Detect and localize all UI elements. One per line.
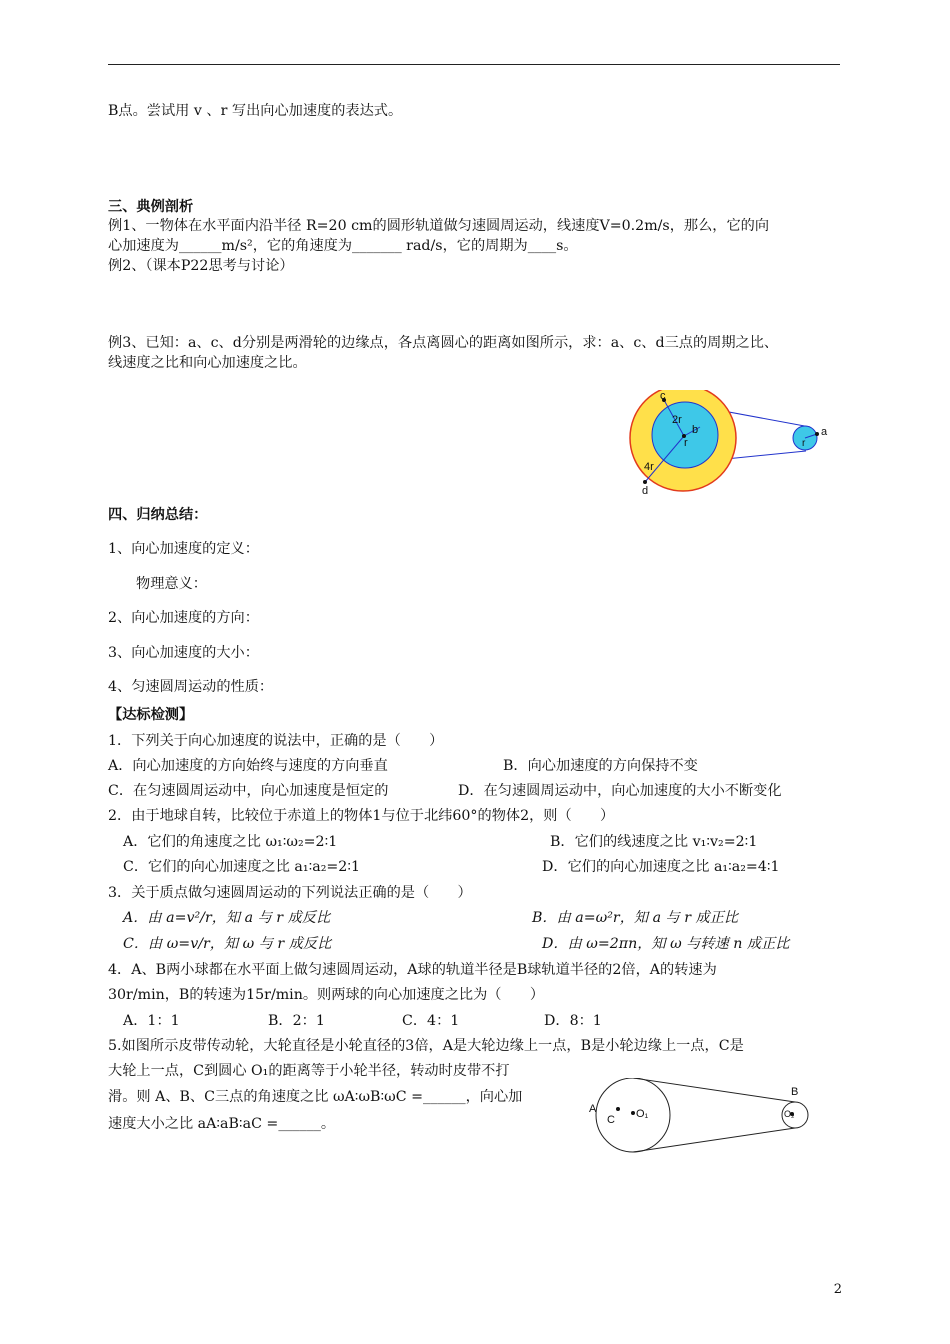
label-O1: O₁: [636, 1108, 649, 1120]
q3-stem: 3．关于质点做匀速圆周运动的下列说法正确的是（ ）: [108, 885, 472, 901]
q2-option-c: C．它们的向心加速度之比 a₁∶a₂=2∶1: [123, 859, 361, 875]
summary-item3: 3、向心加速度的大小：: [108, 645, 259, 661]
label-b: b: [692, 424, 699, 436]
pulley-figure-2: [585, 1078, 820, 1158]
quiz-title: 【达标检测】: [108, 707, 194, 723]
label-r-small: r: [802, 438, 806, 449]
label-A: A: [589, 1103, 597, 1115]
example3-line2: 线速度之比和向心加速度之比。: [108, 355, 307, 371]
summary-item1: 1、向心加速度的定义：: [108, 541, 259, 557]
label-a: a: [821, 426, 828, 438]
example1-line1: 例1、一物体在水平面内沿半径 R=20 cm的圆形轨道做匀速圆周运动，线速度V=0.2m/s，那么，它的向: [108, 218, 770, 234]
q4-line2: 30r/min，B的转速为15r/min。则两球的向心加速度之比为（ ）: [108, 987, 545, 1003]
top-line: B点。尝试用 v 、r 写出向心加速度的表达式。: [108, 103, 403, 119]
label-2r: 2r: [672, 414, 682, 426]
summary-item2: 2、向心加速度的方向：: [108, 610, 259, 626]
q3-option-b: B．由 a=ω²r，知 a 与 r 成正比: [532, 910, 739, 926]
q3-option-a: A．由 a=v²/r，知 a 与 r 成反比: [123, 910, 331, 926]
q1-option-c: C．在匀速圆周运动中，向心加速度是恒定的: [108, 783, 389, 799]
q3-option-c: C．由 ω=v/r，知 ω 与 r 成反比: [123, 936, 332, 952]
q4-option-b: B．2：1: [268, 1013, 325, 1029]
summary-item1b: 物理意义：: [136, 576, 207, 592]
q2-option-b: B．它们的线速度之比 v₁∶v₂=2∶1: [550, 834, 758, 850]
label-C: C: [607, 1114, 615, 1126]
example2: 例2、（课本P22思考与讨论）: [108, 258, 294, 274]
label-d: d: [642, 485, 649, 497]
q1-option-a: A．向心加速度的方向始终与速度的方向垂直: [108, 758, 388, 774]
page-number: 2: [833, 1282, 842, 1297]
label-c: c: [660, 390, 666, 402]
q5-line4: 速度大小之比 aA∶aB∶aC =______。: [108, 1116, 336, 1132]
q1-option-b: B．向心加速度的方向保持不变: [503, 758, 698, 774]
q5-line3: 滑。则 A、B、C三点的角速度之比 ωA∶ωB∶ωC =______，向心加: [108, 1089, 523, 1105]
q2-stem: 2．由于地球自转，比较位于赤道上的物体1与位于北纬60°的物体2，则（ ）: [108, 808, 615, 824]
summary-item4: 4、匀速圆周运动的性质：: [108, 679, 274, 695]
label-O2: O₂: [784, 1109, 795, 1119]
header-rule: [108, 64, 840, 65]
section3-title: 三、典例剖析: [108, 199, 194, 215]
q3-option-d: D．由 ω=2πn，知 ω 与转速 n 成正比: [542, 936, 790, 952]
q2-option-a: A．它们的角速度之比 ω₁∶ω₂=2∶1: [123, 834, 338, 850]
q2-option-d: D．它们的向心加速度之比 a₁∶a₂=4∶1: [542, 859, 780, 875]
label-B: B: [791, 1086, 799, 1098]
section4-title: 四、归纳总结：: [108, 507, 208, 523]
label-4r: 4r: [644, 461, 654, 473]
q4-option-c: C．4：1: [402, 1013, 460, 1029]
q1-option-d: D．在匀速圆周运动中，向心加速度的大小不断变化: [458, 783, 782, 799]
q4-option-a: A．1：1: [123, 1013, 180, 1029]
q5-line2: 大轮上一点，C到圆心 O₁的距离等于小轮半径，转动时皮带不打: [108, 1063, 510, 1079]
example1-line2: 心加速度为______m/s²，它的角速度为_______ rad/s，它的周期为____s。: [108, 238, 578, 254]
q1-stem: 1．下列关于向心加速度的说法中，正确的是（ ）: [108, 733, 444, 749]
pulley-figure-1: [620, 390, 840, 500]
example3-line1: 例3、已知：a、c、d分别是两滑轮的边缘点，各点离圆心的距离如图所示，求：a、c、d三点的周期之比、: [108, 335, 779, 351]
label-r-big: r: [684, 437, 688, 449]
q4-option-d: D．8：1: [544, 1013, 602, 1029]
q4-line1: 4．A、B两小球都在水平面上做匀速圆周运动，A球的轨道半径是B球轨道半径的2倍，A的转速为: [108, 962, 717, 978]
q5-line1: 5.如图所示皮带传动轮，大轮直径是小轮直径的3倍，A是大轮边缘上一点，B是小轮边缘上一点，C是: [108, 1038, 744, 1054]
